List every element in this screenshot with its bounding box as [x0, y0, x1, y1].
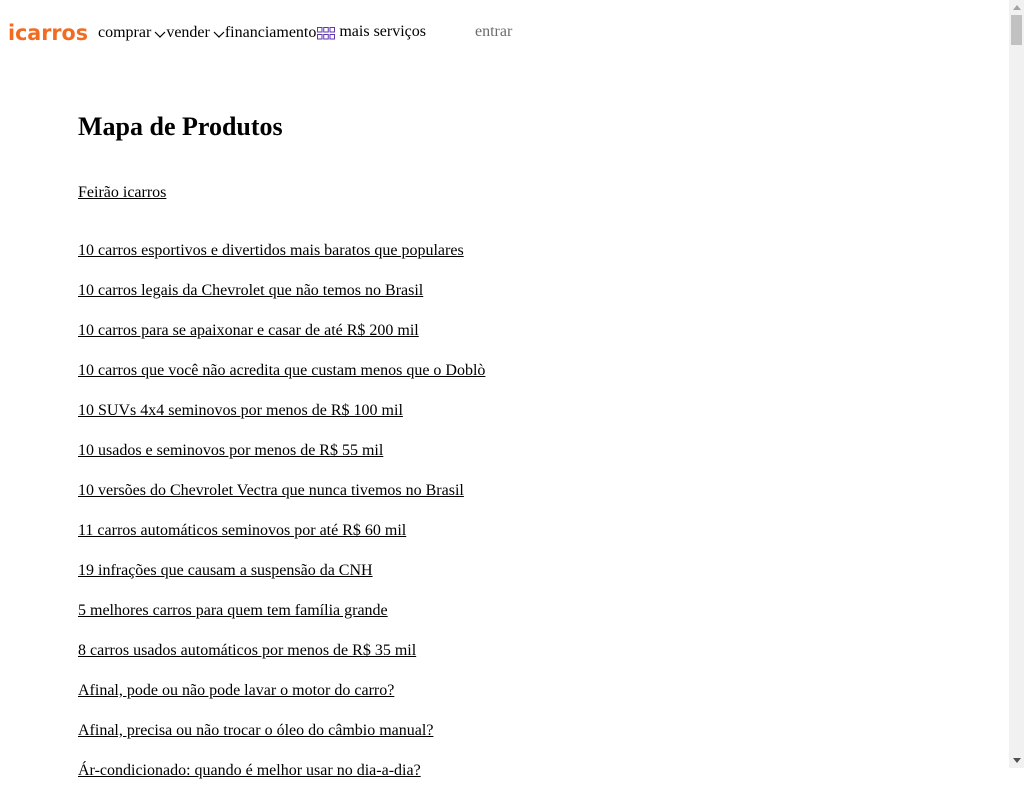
product-link[interactable]: 10 carros esportivos e divertidos mais baratos que populares — [78, 242, 464, 259]
scroll-down-arrow-icon[interactable] — [1013, 758, 1021, 763]
nav-sell[interactable] — [166, 23, 225, 43]
nav-services[interactable] — [316, 22, 426, 43]
scroll-up-arrow-icon[interactable] — [1013, 5, 1021, 10]
logo-text: icarros — [8, 21, 88, 45]
list-item — [78, 401, 978, 441]
grid-icon — [316, 23, 336, 43]
main-nav — [98, 22, 426, 43]
nav-sell-label: vender — [166, 23, 210, 41]
product-link[interactable]: 5 melhores carros para quem tem família grande — [78, 602, 388, 619]
list-item — [78, 561, 978, 601]
list-item — [78, 241, 978, 281]
site-header — [0, 0, 1009, 64]
list-item — [78, 761, 978, 801]
chevron-down-icon — [154, 23, 166, 43]
product-link[interactable]: 10 versões do Chevrolet Vectra que nunca tivemos no Brasil — [78, 482, 464, 499]
product-link[interactable]: 10 carros legais da Chevrolet que não temos no Brasil — [78, 282, 424, 299]
icarros-logo[interactable] — [8, 14, 90, 44]
list-item — [78, 481, 978, 521]
product-link[interactable]: 11 carros automáticos seminovos por até R$ 60 mil — [78, 522, 407, 539]
nav-services-label: mais serviços — [339, 22, 427, 40]
product-link[interactable]: Ár-condicionado: quando é melhor usar no dia-a-dia? — [78, 762, 421, 779]
list-item — [78, 641, 978, 681]
list-item — [78, 281, 978, 321]
list-item — [78, 721, 978, 761]
list-item — [78, 321, 978, 361]
nav-financing-label: financiamento — [224, 23, 317, 41]
chevron-down-icon — [213, 23, 225, 43]
vertical-scrollbar[interactable] — [1009, 0, 1024, 768]
product-link[interactable]: 10 carros que você não acredita que custam menos que o Doblò — [78, 362, 486, 379]
page-title: Mapa de Produtos — [78, 112, 283, 141]
product-link[interactable]: 10 usados e seminovos por menos de R$ 55 mil — [78, 442, 384, 459]
nav-buy-label: comprar — [98, 23, 152, 41]
list-item — [78, 361, 978, 401]
list-item — [78, 601, 978, 641]
list-item — [78, 521, 978, 561]
list-item — [78, 681, 978, 721]
product-link[interactable]: Afinal, pode ou não pode lavar o motor do carro? — [78, 682, 395, 699]
product-link[interactable]: 19 infrações que causam a suspensão da CNH — [78, 562, 373, 579]
product-link[interactable]: 10 carros para se apaixonar e casar de até R$ 200 mil — [78, 322, 419, 339]
nav-buy[interactable] — [98, 23, 166, 43]
product-link[interactable]: Afinal, precisa ou não trocar o óleo do câmbio manual? — [78, 722, 434, 739]
scrollbar-thumb[interactable] — [1011, 15, 1022, 45]
product-link[interactable]: 8 carros usados automáticos por menos de R$ 35 mil — [78, 642, 417, 659]
product-map — [78, 110, 978, 801]
list-item — [78, 441, 978, 481]
nav-financing[interactable] — [225, 23, 317, 43]
product-link-list — [78, 241, 978, 801]
feirao-link[interactable]: Feirão icarros — [78, 184, 167, 201]
login-link[interactable]: entrar — [475, 23, 513, 40]
product-link[interactable]: 10 SUVs 4x4 seminovos por menos de R$ 100 mil — [78, 402, 403, 419]
